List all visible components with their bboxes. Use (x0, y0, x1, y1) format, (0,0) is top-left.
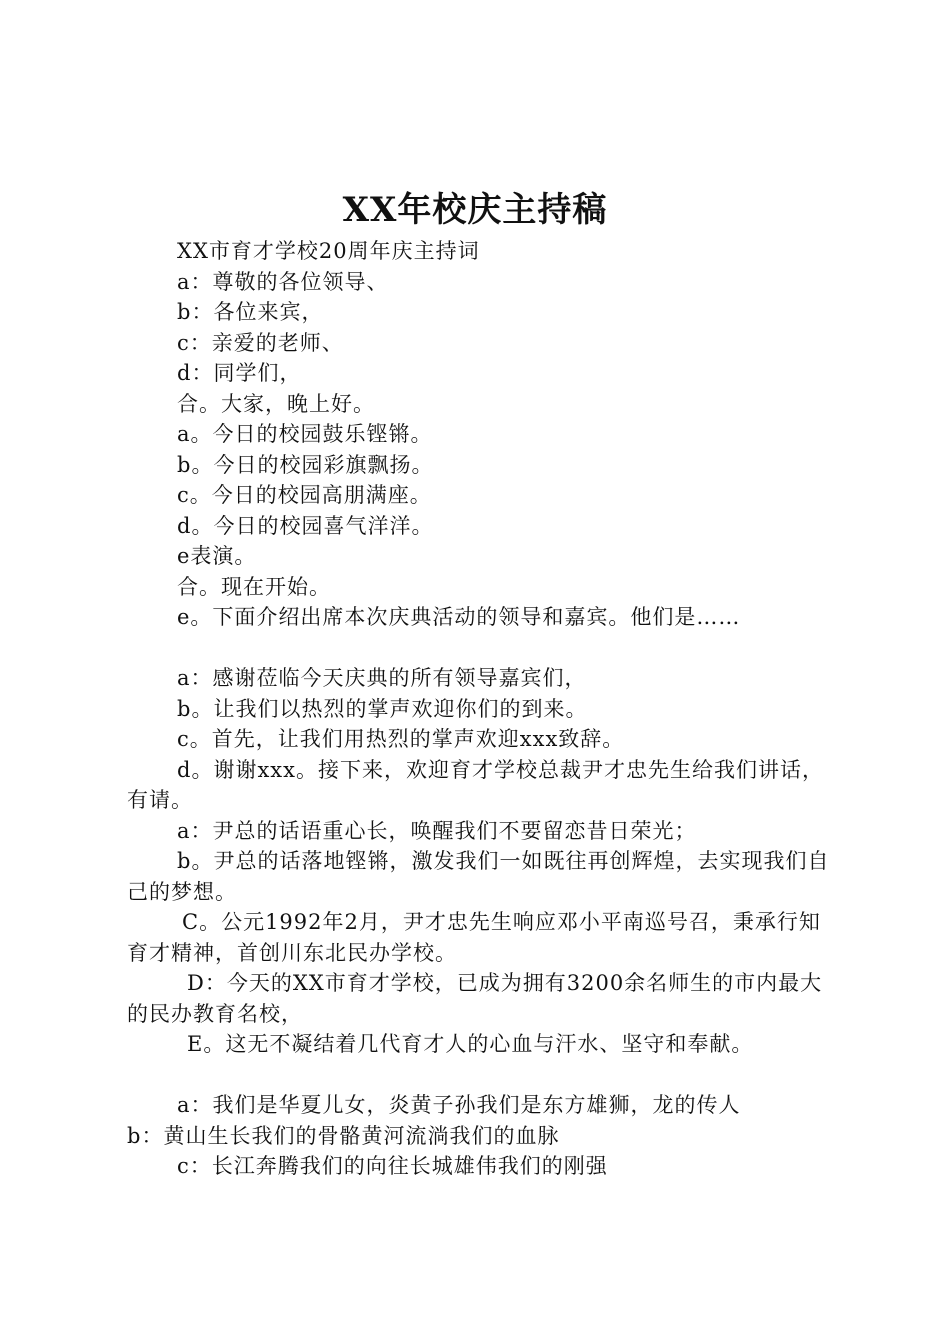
paragraph-line: e。下面介绍出席本次庆典活动的领导和嘉宾。他们是…… (177, 605, 741, 629)
paragraph-line: a：尹总的话语重心长，唤醒我们不要留恋昔日荣光； (177, 818, 697, 843)
paragraph-line: c。首先，让我们用热烈的掌声欢迎xxx致辞。 (177, 727, 625, 751)
paragraph-line: b。今日的校园彩旗飘扬。 (177, 452, 434, 477)
paragraph-line: a。今日的校园鼓乐铿锵。 (177, 422, 433, 446)
document-body (127, 236, 837, 1182)
paragraph-line: e表演。 (177, 544, 257, 568)
paragraph-line: 合。大家，晚上好。 (177, 391, 375, 416)
document-title: XX年校庆主持稿 (342, 190, 608, 230)
paragraph-line: D：今天的XX市育才学校，已成为拥有3200余名师生的市内最大的民办教育名校， (127, 971, 823, 1026)
paragraph-line: C。公元1992年2月，尹才忠先生响应邓小平南巡号召，秉承行知育才精神，首创川东北民办学校。 (127, 910, 821, 965)
blank-line (127, 1060, 837, 1091)
paragraph-line: d。今日的校园喜气洋洋。 (177, 513, 434, 538)
paragraph-line: d。谢谢xxx。接下来，欢迎育才学校总裁尹才忠先生给我们讲话，有请。 (127, 757, 824, 812)
paragraph-line: b：黄山生长我们的骨骼黄河流淌我们的血脉 (127, 1123, 560, 1148)
paragraph-line: c：长江奔腾我们的向往长城雄伟我们的刚强 (177, 1154, 608, 1178)
blank-line (127, 633, 837, 664)
paragraph-line: d：同学们， (177, 361, 302, 385)
paragraph-line: c。今日的校园高朋满座。 (177, 483, 432, 507)
paragraph-line: a：尊敬的各位领导、 (177, 269, 389, 294)
paragraph-line: 合。现在开始。 (177, 574, 331, 599)
paragraph-line: b。尹总的话落地铿锵，激发我们一如既往再创辉煌，去实现我们自己的梦想。 (127, 849, 830, 904)
paragraph-line: b。让我们以热烈的掌声欢迎你们的到来。 (177, 696, 588, 721)
paragraph-line: b：各位来宾， (177, 300, 324, 324)
paragraph-line: a：感谢莅临今天庆典的所有领导嘉宾们， (177, 666, 587, 690)
paragraph-line: a：我们是华夏儿女，炎黄子孙我们是东方雄狮，龙的传人 (177, 1093, 741, 1117)
paragraph-subtitle: XX市育才学校20周年庆主持词 (177, 239, 480, 263)
paragraph-line: c：亲爱的老师、 (177, 330, 344, 355)
paragraph-line: E。这无不凝结着几代育才人的心血与汗水、坚守和奉献。 (187, 1032, 754, 1056)
